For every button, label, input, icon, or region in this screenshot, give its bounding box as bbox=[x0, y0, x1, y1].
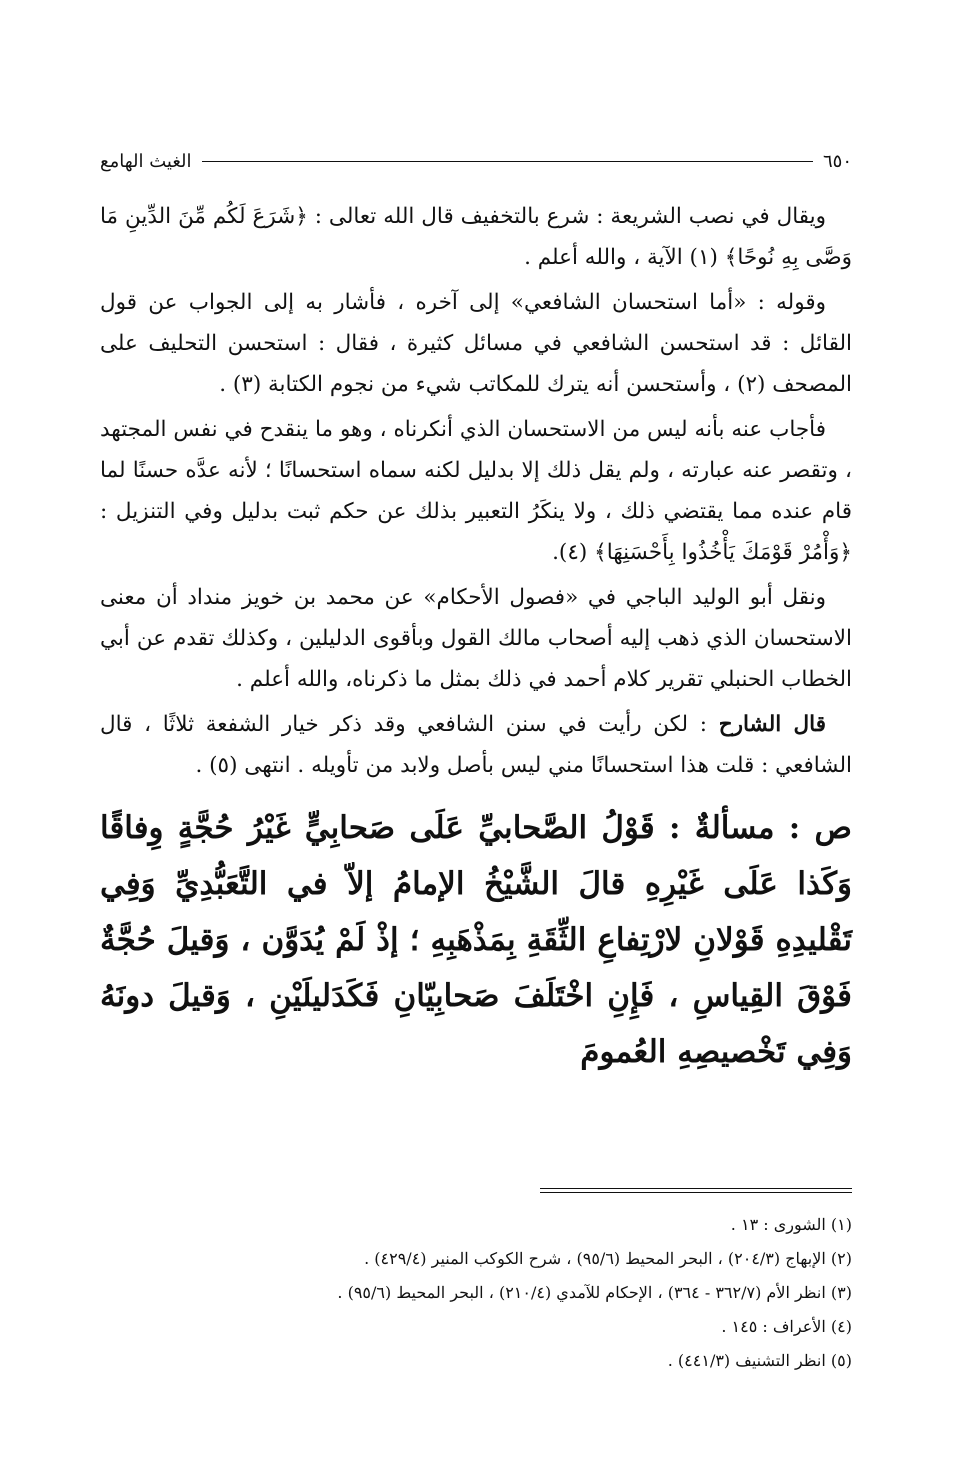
paragraph-text: ويقال في نصب الشريعة : شرع بالتخفيف قال الله تعالى : ﴿شَرَعَ لَكُم مِّنَ الدِّينِ مَا وَصَّى بِهِ نُوحًا﴾ (١) الآية ، والله أعلم . bbox=[100, 204, 852, 270]
paragraph-text: فأجاب عنه بأنه ليس من الاستحسان الذي أنكرناه ، وهو ما ينقدح في نفس المجتهد ، وتقصر عنه عبارته ، ولم يقل ذلك إلا بدليل لكنه سماه استحسانًا ؛ لأنه عدَّه حسنًا لما قام عنده مما يقتضي ذلك ، ولا ينكَرُ التعبير بذلك عن حكم ثبت بدليل وفي التنزيل : ﴿وَأْمُرْ قَوْمَكَ يَأْخُذُوا بِأَحْسَنِهَا﴾ (٤). bbox=[100, 417, 852, 565]
issue-text: ص : مسألةٌ : قَوْلُ الصَّحابيِّ عَلَى صَحابِيٍّ غَيْرُ حُجَّةٍ وِفاقًا وَكَذا عَلَى غَيْرِهِ قالَ الشَّيْخُ الإمامُ إلاّ في التَّعَبُّدِيِّ وَفِي تَقْليدِهِ قَوْلانِ لارْتِفاعِ الثِّقَةِ بِمَذْهَبِهِ ؛ إذْ لَمْ يُدَوَّن ، وَقيلَ حُجَّةٌ فَوْقَ القِياسِ ، فَإِنِ اخْتَلَفَ صَحابِيّانِ فَكَدَليلَيْنِ ، وَقيلَ دونَهُ وَفِي تَخْصيصِهِ العُمومَ bbox=[100, 810, 852, 1070]
paragraph-lead: قال الشارح bbox=[718, 712, 826, 737]
paragraph bbox=[100, 196, 852, 278]
page-number: ٦٥٠ bbox=[822, 150, 852, 172]
footnote: (٣) انظر الأم (٣٦٢/٧ - ٣٦٤) ، الإحكام للآمدي (٢١٠/٤) ، البحر المحيط (٩٥/٦) . bbox=[337, 1283, 852, 1302]
footnotes bbox=[100, 1208, 852, 1378]
paragraph-text: : لكن رأيت في سنن الشافعي وقد ذكر خيار الشفعة ثلاثًا ، قال الشافعي : قلت هذا استحسانًا مني ليس بأصل ولابد من تأويله . انتهى (٥) . bbox=[100, 712, 852, 778]
paragraph bbox=[100, 409, 852, 573]
header-rule bbox=[202, 161, 813, 162]
footnote: (٤) الأعراف : ١٤٥ . bbox=[721, 1317, 852, 1336]
footnote-separator bbox=[540, 1188, 852, 1193]
running-title: الغيث الهامع bbox=[100, 150, 192, 172]
main-text bbox=[100, 196, 852, 1084]
paragraph-text: وقوله : «أما استحسان الشافعي» إلى آخره ، فأشار به إلى الجواب عن قول القائل : قد استحسن الشافعي في مسائل كثيرة ، فقال : استحسن التحليف على المصحف (٢) ، وأستحسن أنه يترك للمكاتب شيء من نجوم الكتابة (٣) . bbox=[100, 290, 852, 397]
paragraph bbox=[100, 704, 852, 786]
footnote: (١) الشورى : ١٣ . bbox=[730, 1215, 852, 1234]
footnote: (٥) انظر التشنيف (٤٤١/٣) . bbox=[667, 1351, 852, 1370]
paragraph-text: ونقل أبو الوليد الباجي في «فصول الأحكام» عن محمد بن خويز منداد أن معنى الاستحسان الذي ذهب إليه أصحاب مالك القول وبأقوى الدليلين ، وكذلك تقدم عن أبي الخطاب الحنبلي تقرير كلام أحمد في ذلك بمثل ما ذكرناه، والله أعلم . bbox=[100, 585, 852, 692]
page-header bbox=[100, 146, 852, 176]
paragraph bbox=[100, 282, 852, 405]
footnote: (٢) الإبهاج (٢٠٤/٣) ، البحر المحيط (٩٥/٦) ، شرح الكوكب المنير (٤٢٩/٤) . bbox=[364, 1249, 852, 1268]
paragraph bbox=[100, 577, 852, 700]
